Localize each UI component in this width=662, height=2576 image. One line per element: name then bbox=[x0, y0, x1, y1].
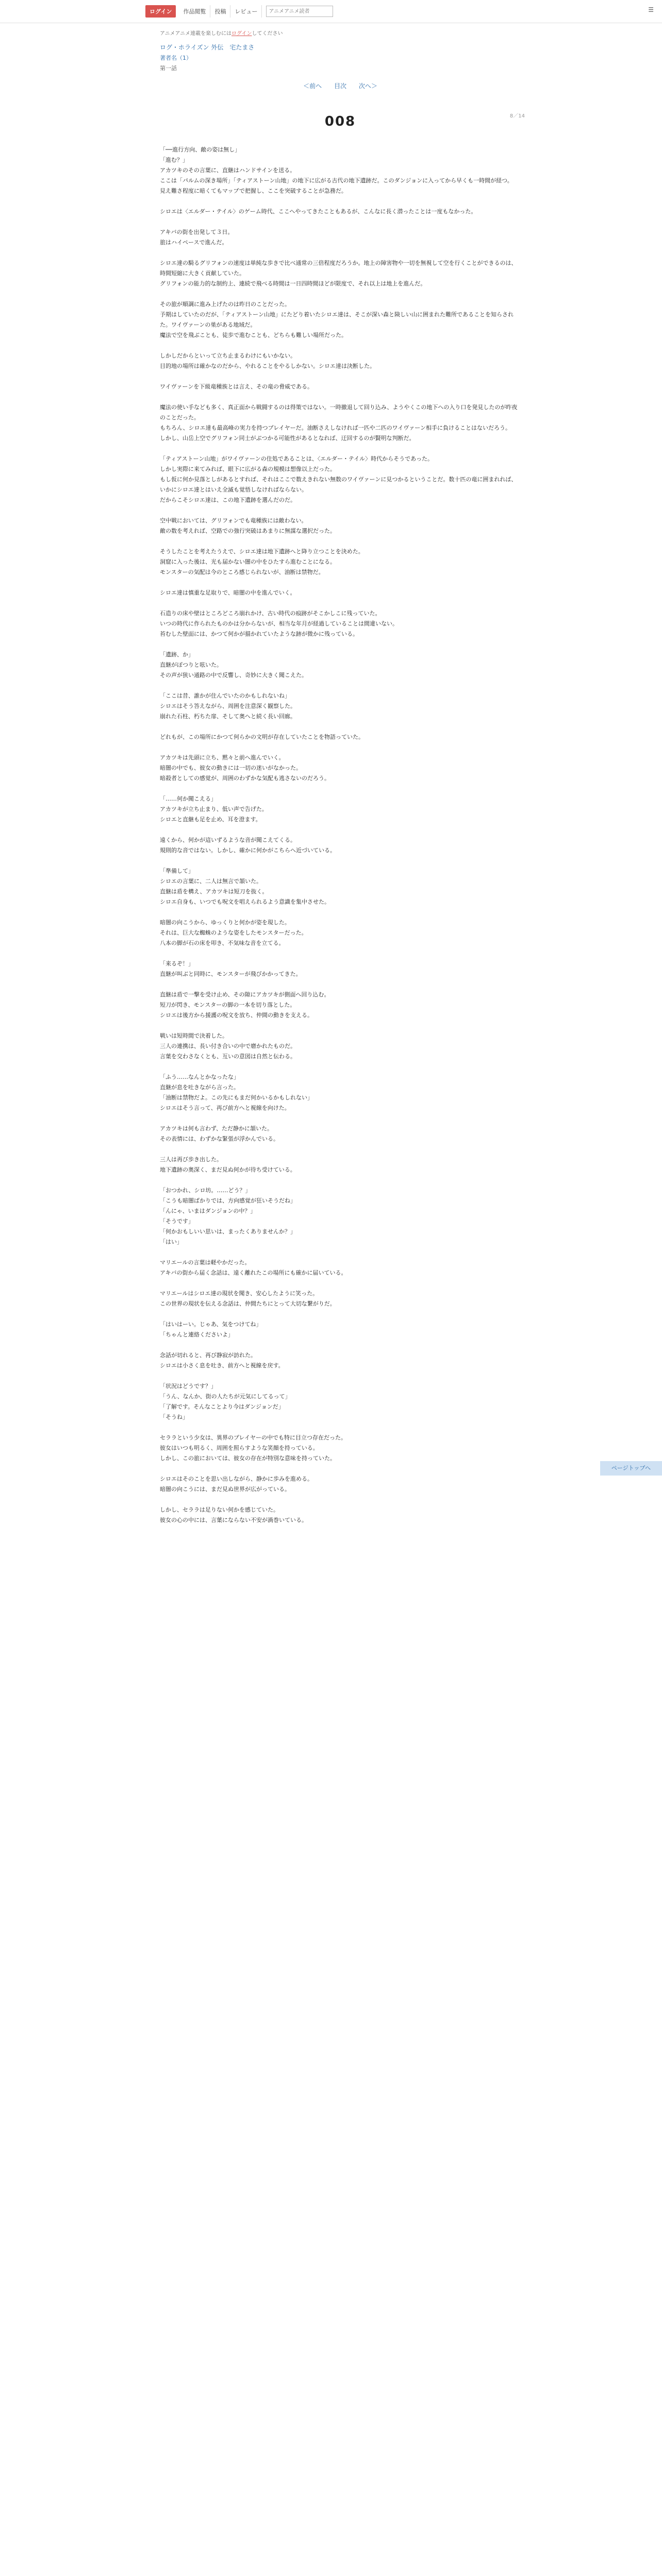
notice-pre: アニメアニメ連載を楽しむには bbox=[160, 31, 231, 37]
series-title-link[interactable]: ログ・ホライズン 外伝 宅たまさ bbox=[160, 44, 255, 51]
notice-login-link[interactable]: ログイン bbox=[231, 31, 252, 37]
episode-number: 008 bbox=[324, 114, 356, 129]
prev-link[interactable]: ＜前へ bbox=[303, 82, 322, 90]
pager-top bbox=[160, 81, 521, 90]
author-link[interactable]: 著者名（1） bbox=[160, 55, 192, 61]
notice-post: してください bbox=[252, 31, 283, 37]
hamburger-icon[interactable]: ☰ bbox=[648, 6, 654, 13]
toc-link[interactable]: 目次 bbox=[334, 82, 346, 90]
page-count: 8／14 bbox=[509, 113, 525, 119]
page-top-button[interactable]: ページトップへ bbox=[600, 1461, 662, 1476]
login-button[interactable]: ログイン bbox=[145, 5, 176, 18]
episode-body: 「──進行方向、敵の姿は無し」 「進む？」 アカツキのその言葉に、直継はハンドサインを送る。 ここは「パルムの深き場所」「ティアストーン山地」の地下に広がる古代の地下遺跡だ。このダンジョンに入ってから早くも一時間が経つ。 見え難さ程度に暗くてもマップで把握し、ここを突破することが急務だ。 シロエは〈エルダー・テイル〉のゲーム時代、ここへやってきたこともあるが、こんなに長く潜ったことは一度もなかった。 アキバの街を出発して３日。 旅はハイペースで進んだ。 シロエ達の騎るグリフォンの速度は単純な歩きで比べ通常の三倍程度だろうか。地上の障害物や一切を無視して空を行くことができるのは、時間短縮に大きく貢献していた。 グリフォンの能力的な制約上、連続で飛べる時間は一日四時間ほどが限度で、それ以上は地上を進んだ。 その旅が順調に進み上げたのは昨日のことだった。 予期はしていたのだが、「ティアストーン山地」にたどり着いたシロエ達は、そこが深い森と険しい山に囲まれた難所であることを知らされた。ワイヴァーンの巣がある地域だ。 魔法で空を飛ぶことも、徒歩で進むことも、どちらも難しい場所だった。 しかしだからといって立ち止まるわけにもいかない。 目的地の場所は確かなのだから、やれることをやるしかない。シロエ達は決断した。 ワイヴァーンを下級竜種族とは言え、その竜の脅威である。 魔法の使い手なども多く、真正面から戦闘するのは得策ではない。一時撤退して回り込み、ようやくこの地下への入り口を発見したのが昨夜のことだった。 もちろん、シロエ達も最高峰の実力を持つプレイヤーだ。油断さえしなければ一匹や二匹のワイヴァーン相手に負けることはないだろう。 しかし、山岳上空でグリフォン同士がぶつかる可能性があるとなれば、迂回するのが賢明な判断だ。 「ティアストーン山地」がワイヴァーンの住処であることは、〈エルダー・テイル〉時代からそうであった。 しかし実際に来てみれば、眼下に広がる森の規模は想像以上だった。 もし仮に何か見落としがあるとすれば、それはここで数えきれない無数のワイヴァーンに見つかるということだ。数十匹の竜に囲まれれば、いかにシロエ達とはいえ全滅も覚悟しなければならない。 だからこそシロエ達は、この地下遺跡を選んだのだ。 空中戦においては、グリフォンでも竜種族には敵わない。 敵の数を考えれば、空路での強行突破はあまりに無謀な選択だった。 そうしたことを考えたうえで、シロエ達は地下遺跡へと降り立つことを決めた。 洞窟に入った後は、光も届かない闇の中をひたすら進むことになる。 モンスターの気配は今のところ感じられないが、油断は禁物だ。 シロエ達は慎重な足取りで、暗闇の中を進んでいく。 石造りの床や壁はところどころ崩れかけ、古い時代の痕跡がそこかしこに残っていた。 いつの時代に作られたものかは分からないが、相当な年月が経過していることは間違いない。 苔むした壁面には、かつて何かが描かれていたような跡が微かに残っている。 「遺跡、か」 直継がぽつりと呟いた。 その声が狭い通路の中で反響し、奇妙に大きく聞こえた。 「ここは昔、誰かが住んでいたのかもしれないね」 シロエはそう答えながら、周囲を注意深く観察した。 崩れた石柱、朽ちた扉、そして奥へと続く長い回廊。 どれもが、この場所にかつて何らかの文明が存在していたことを物語っていた。 アカツキは先頭に立ち、黙々と前へ進んでいく。 暗闇の中でも、彼女の動きには一切の迷いがなかった。 暗殺者としての感覚が、周囲のわずかな気配も逃さないのだろう。 「……何か聞こえる」 アカツキが立ち止まり、低い声で告げた。 シロエと直継も足を止め、耳を澄ます。 遠くから、何かが這いずるような音が聞こえてくる。 規則的な音ではない。しかし、確かに何かがこちらへ近づいている。 「準備して」 シロエの言葉に、二人は無言で頷いた。 直継は盾を構え、アカツキは短刀を抜く。 シロエ自身も、いつでも呪文を唱えられるよう意識を集中させた。 暗闇の向こうから、ゆっくりと何かが姿を現した。 それは、巨大な蜘蛛のような姿をしたモンスターだった。 八本の脚が石の床を叩き、不気味な音を立てる。 「来るぞ！」 直継が叫ぶと同時に、モンスターが飛びかかってきた。 直継は盾で一撃を受け止め、その隙にアカツキが側面へ回り込む。 短刀が閃き、モンスターの脚の一本を切り落とした。 シロエは後方から援護の呪文を放ち、仲間の動きを支える。 戦いは短時間で決着した。 三人の連携は、長い付き合いの中で磨かれたものだ。 言葉を交わさなくとも、互いの意図は自然と伝わる。 「ふう……なんとかなったな」 直継が息を吐きながら言った。 「油断は禁物だよ。この先にもまだ何かいるかもしれない」 シロエはそう言って、再び前方へと視線を向けた。 アカツキは何も言わず、ただ静かに頷いた。 その表情には、わずかな緊張が浮かんでいる。 三人は再び歩き出した。 地下遺跡の奥深く、まだ見ぬ何かが待ち受けている。 「おつかれ、シロ坊。……どう？」 「こうも暗闇ばかりでは、方向感覚が狂いそうだね」 「んにゃ、いまはダンジョンの中？」 「そうです」 「何かおもしいい思いは、まったくありませんか？」 「はい」 マリエールの言葉は軽やかだった。 アキバの街から届く念話は、遠く離れたこの場所にも確かに届いている。 マリエールはシロエ達の現状を聞き、安心したように笑った。 この世界の現状を伝える念話は、仲間たちにとって大切な繋がりだ。 「はいはーい。じゃあ、気をつけてね」 「ちゃんと連絡くださいよ」 念話が切れると、再び静寂が訪れた。 シロエは小さく息を吐き、前方へと視線を戻す。 「状況はどうです？」 「うん、なんか、街の人たちが元気にしてるって」 「了解です。そんなことより今はダンジョンだ」 「そうね」 セララという少女は、異界のプレイヤーの中でも特に目立つ存在だった。 彼女はいつも明るく、周囲を照らすような笑顔を持っている。 しかし、この旅においては、彼女の存在が特別な意味を持っていた。 シロエはそのことを思い出しながら、静かに歩みを進める。 暗闇の向こうには、まだ見ぬ世界が広がっている。 しかし、セララは足りない何かを感じていた。 彼女の心の中には、言葉にならない不安が渦巻いている。 bbox=[160, 146, 518, 1523]
top-bar bbox=[0, 0, 662, 23]
next-link[interactable]: 次へ＞ bbox=[358, 82, 377, 90]
top-nav bbox=[145, 5, 333, 18]
nav-item-post[interactable]: 投稿 bbox=[210, 5, 230, 18]
search-input[interactable] bbox=[266, 6, 333, 17]
main-content bbox=[160, 29, 525, 1526]
nav-item-browse[interactable]: 作品閲覧 bbox=[179, 5, 210, 18]
nav-item-review[interactable]: レビュー bbox=[230, 5, 262, 18]
chapter-subtitle: 第一話 bbox=[160, 65, 177, 72]
login-notice bbox=[160, 29, 521, 37]
